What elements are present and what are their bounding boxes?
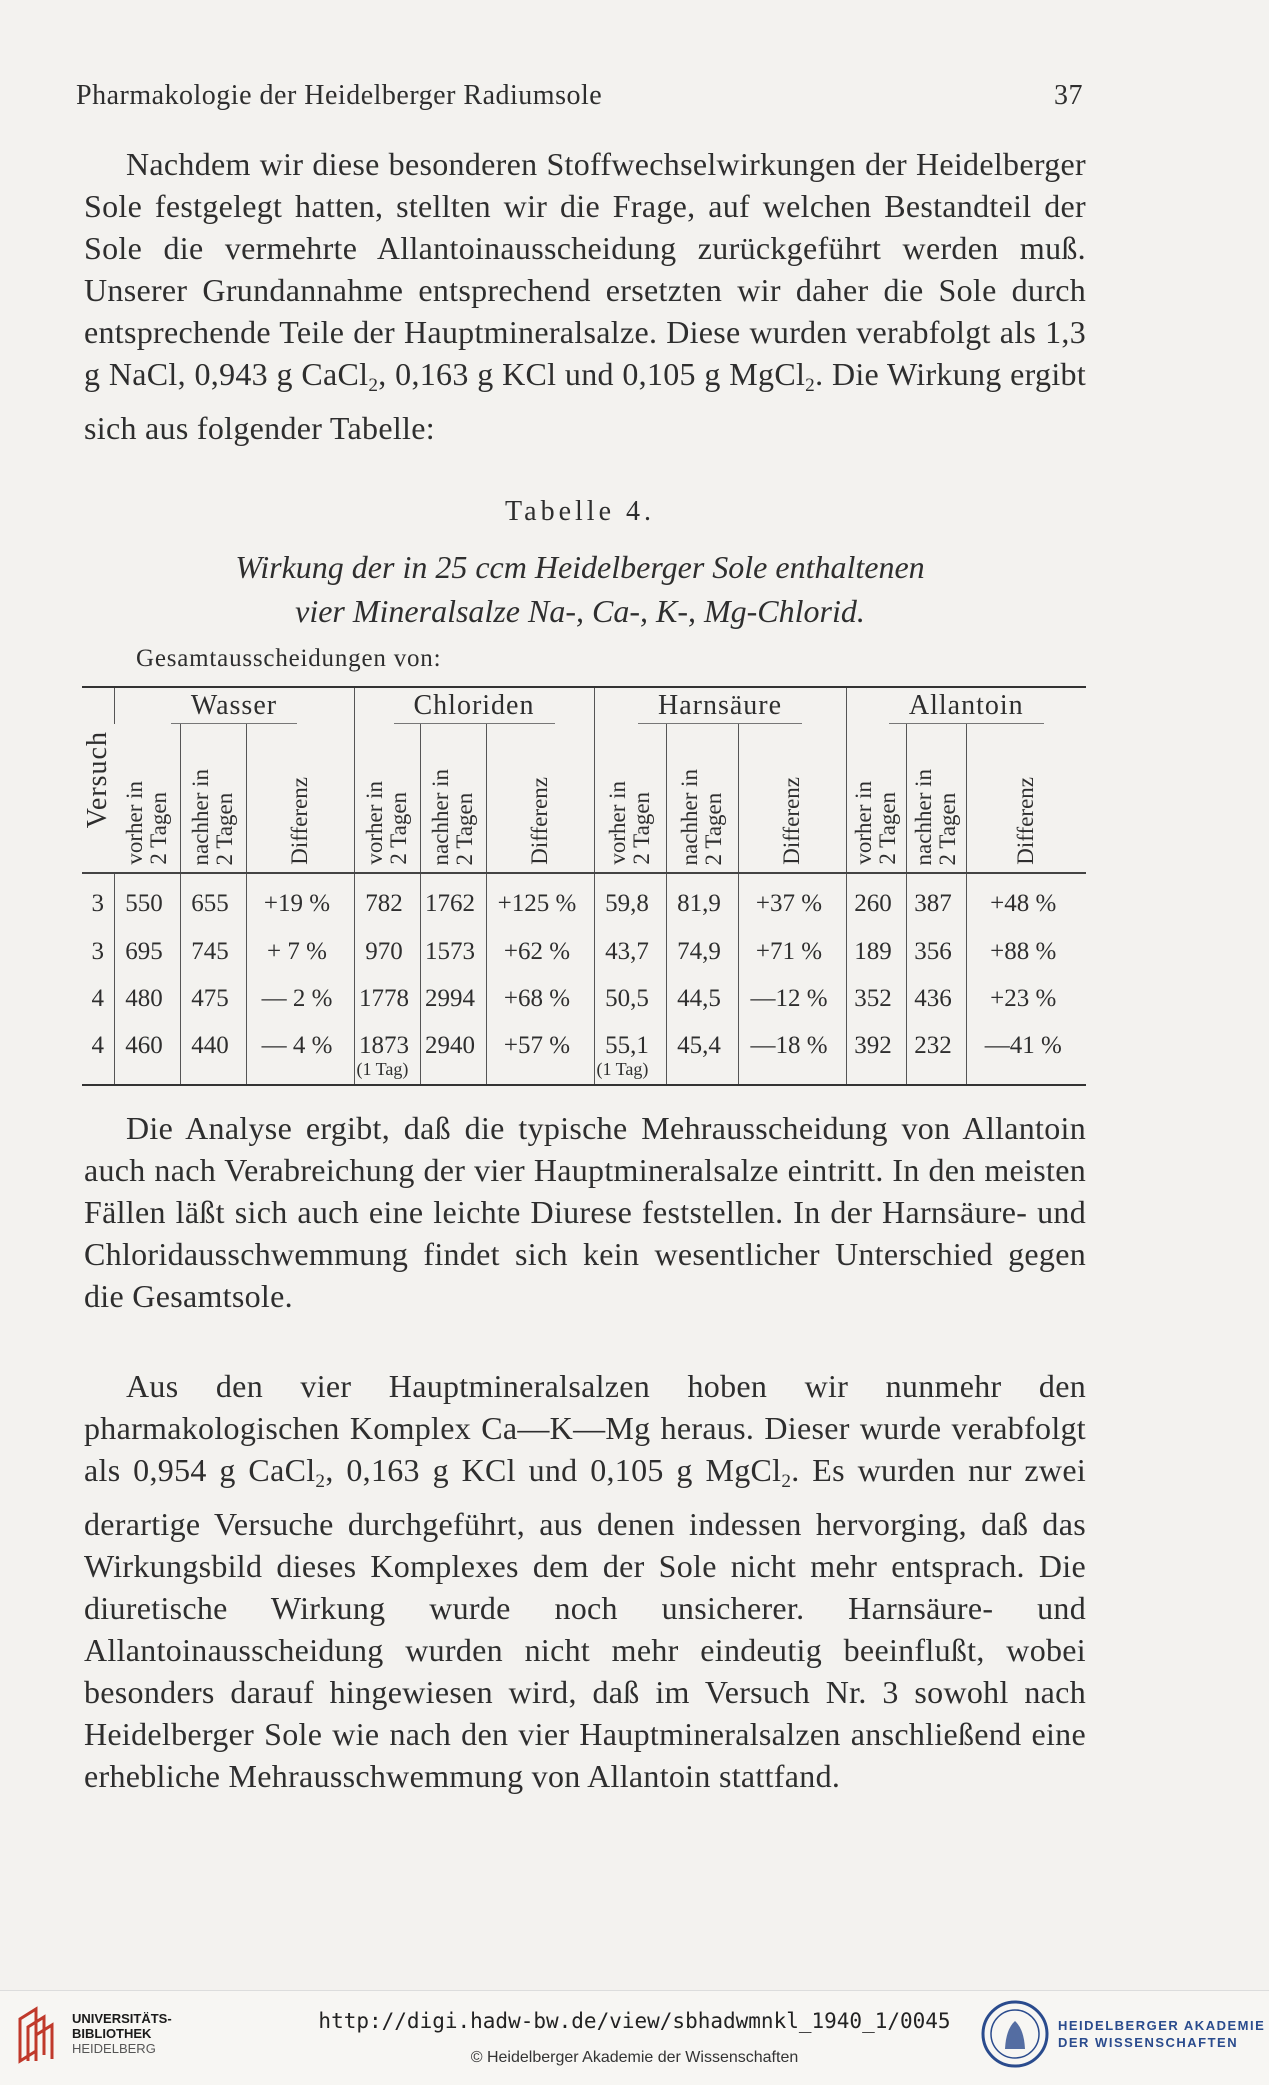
table-cell: 356 <box>906 932 966 979</box>
academy-name: HEIDELBERGER AKADEMIE DER WISSENSCHAFTEN <box>1058 2018 1266 2050</box>
table-cell: 44,5 <box>666 979 738 1026</box>
table-cell: +62 % <box>486 932 594 979</box>
table-cell: 436 <box>906 979 966 1026</box>
table-cell: —41 % <box>966 1026 1086 1085</box>
table-cell: 81,9 <box>666 873 738 932</box>
subheader-vorher: vorher in 2 Tagen <box>594 724 666 873</box>
running-title: Pharmakologie der Heidelberger Radiumsole <box>76 80 603 111</box>
table-overline: Gesamtausscheidungen von: <box>136 645 442 672</box>
table-cell: +37 % <box>738 873 846 932</box>
versuch-header: Versuch <box>82 687 114 873</box>
source-url-link[interactable]: http://digi.hadw-bw.de/view/sbhadwmnkl_1940_1/0045 <box>318 2009 951 2033</box>
table-cell: 74,9 <box>666 932 738 979</box>
table-cell: 260 <box>846 873 906 932</box>
table-cell: +68 % <box>486 979 594 1026</box>
results-table <box>82 686 1086 1086</box>
subheader-vorher: vorher in 2 Tagen <box>846 724 906 873</box>
subheader-differenz: Differenz <box>966 724 1086 873</box>
paragraph-1: Nachdem wir diese besonderen Stoffwechselwirkungen der Heidelberger Sole festgelegt hatten, stellten wir die Frage, auf welchen Bestandteil der Sole die vermehrte Allantoinausscheidung zurückgeführt werden muß. Unserer Grundannahme entsprechend ersetzten wir daher die Sole durch entsprechende Teile der Hauptmineralsalze. Diese wurden verabfolgt als 1,3 g NaCl, 0,943 g CaCl$_2$, 0,163 g KCl und 0,105 g MgCl$_2$. Die Wirkung ergibt sich aus folgender Tabelle: <box>84 146 1087 446</box>
table-row <box>82 1026 1086 1085</box>
table-cell: 655 <box>180 873 246 932</box>
table-cell: 50,5 <box>594 979 666 1026</box>
table-cell: 189 <box>846 932 906 979</box>
table-subtitle: Wirkung der in 25 ccm Heidelberger Sole enthaltenen vier Mineralsalze Na-, Ca-, K-, Mg-Chlorid. <box>235 549 925 629</box>
table-cell: 440 <box>180 1026 246 1085</box>
table-row <box>82 979 1086 1026</box>
table-cell: 352 <box>846 979 906 1026</box>
table-cell: 3 <box>91 938 104 965</box>
table-row <box>82 932 1086 979</box>
table-cell: 970 <box>354 932 420 979</box>
table-cell: 1873 (1 Tag) <box>354 1026 420 1085</box>
table-cell: +88 % <box>966 932 1086 979</box>
table-cell: +19 % <box>246 873 354 932</box>
table-cell: 45,4 <box>666 1026 738 1085</box>
page-number: 37 <box>1054 80 1083 111</box>
table-cell: 695 <box>114 932 180 979</box>
subheader-nachher: nachher in 2 Tagen <box>420 724 486 873</box>
table-cell: — 4 % <box>246 1026 354 1085</box>
table-cell: 782 <box>354 873 420 932</box>
group-header-wasser: Wasser <box>114 687 354 724</box>
table-cell: 1573 <box>420 932 486 979</box>
table-cell: — 2 % <box>246 979 354 1026</box>
table-cell: 2940 <box>420 1026 486 1085</box>
university-library-name: UNIVERSITÄTS- BIBLIOTHEK HEIDELBERG <box>72 2011 172 2056</box>
subheader-differenz: Differenz <box>246 724 354 873</box>
table-cell: 480 <box>114 979 180 1026</box>
subheader-nachher: nachher in 2 Tagen <box>180 724 246 873</box>
subheader-vorher: vorher in 2 Tagen <box>354 724 420 873</box>
paragraph-3: Aus den vier Hauptmineralsalzen hoben wir nunmehr den pharmakologischen Komplex Ca—K—Mg heraus. Dieser wurde verabfolgt als 0,954 g CaCl$_2$, 0,163 g KCl und 0,105 g MgCl$_2$. Es wurden nur zwei derartige Versuche durchgeführt, aus denen indessen hervorging, daß das Wirkungsbild dieses Komplexes dem der Sole nicht mehr entsprach. Die diuretische Wirkung wurde noch unsicherer. Harnsäure- und Allantoinausscheidung wurden nicht mehr eindeutig beeinflußt, wobei besonders darauf hingewiesen wird, daß im Versuch Nr. 3 sowohl nach Heidelberger Sole wie nach den vier Hauptmineralsalzen anschließend eine erhebliche Mehrausschwemmung von Allantoin stattfand. <box>84 1368 1087 1794</box>
group-header-harnsaeure: Harnsäure <box>594 687 846 724</box>
table-cell: 43,7 <box>594 932 666 979</box>
table-cell: 745 <box>180 932 246 979</box>
table-cell: 2994 <box>420 979 486 1026</box>
table-cell: +48 % <box>966 873 1086 932</box>
table-cell: 460 <box>114 1026 180 1085</box>
table-cell: —12 % <box>738 979 846 1026</box>
table-cell: + 7 % <box>246 932 354 979</box>
table-cell: 59,8 <box>594 873 666 932</box>
digitization-footer <box>0 1990 1269 2085</box>
table-cell: 1778 <box>354 979 420 1026</box>
subheader-vorher: vorher in 2 Tagen <box>114 724 180 873</box>
table-cell: —18 % <box>738 1026 846 1085</box>
table-cell: 55,1 (1 Tag) <box>594 1026 666 1085</box>
footnote-one-day: (1 Tag) <box>356 1059 409 1079</box>
footnote-one-day: (1 Tag) <box>596 1059 649 1079</box>
table-cell: +71 % <box>738 932 846 979</box>
table-row <box>82 873 1086 932</box>
table-cell: +57 % <box>486 1026 594 1085</box>
table-cell: +125 % <box>486 873 594 932</box>
paragraph-2: Die Analyse ergibt, daß die typische Mehrausscheidung von Allantoin auch nach Verabreichung der vier Hauptmineralsalze eintritt. In den meisten Fällen läßt sich auch eine leichte Diurese feststellen. In der Harnsäure- und Chloridausschwemmung findet sich kein wesentlicher Unterschied gegen die Gesamtsole. <box>84 1110 1086 1314</box>
copyright-notice: © Heidelberger Akademie der Wissenschaften <box>470 2049 799 2066</box>
table-cell: 232 <box>906 1026 966 1085</box>
subheader-nachher: nachher in 2 Tagen <box>666 724 738 873</box>
group-header-allantoin: Allantoin <box>846 687 1086 724</box>
table-cell: +23 % <box>966 979 1086 1026</box>
academy-seal-icon <box>980 1999 1050 2069</box>
group-header-chloriden: Chloriden <box>354 687 594 724</box>
table-cell: 475 <box>180 979 246 1026</box>
table-cell: 392 <box>846 1026 906 1085</box>
table-cell: 550 <box>114 873 180 932</box>
subheader-differenz: Differenz <box>738 724 846 873</box>
table-cell: 4 <box>91 985 104 1012</box>
table-cell: 3 <box>91 890 104 917</box>
table-cell: 1762 <box>420 873 486 932</box>
table-cell: 387 <box>906 873 966 932</box>
table-cell: 4 <box>82 1026 114 1085</box>
table-caption: Tabelle 4. <box>505 496 655 527</box>
subheader-nachher: nachher in 2 Tagen <box>906 724 966 873</box>
subheader-differenz: Differenz <box>486 724 594 873</box>
